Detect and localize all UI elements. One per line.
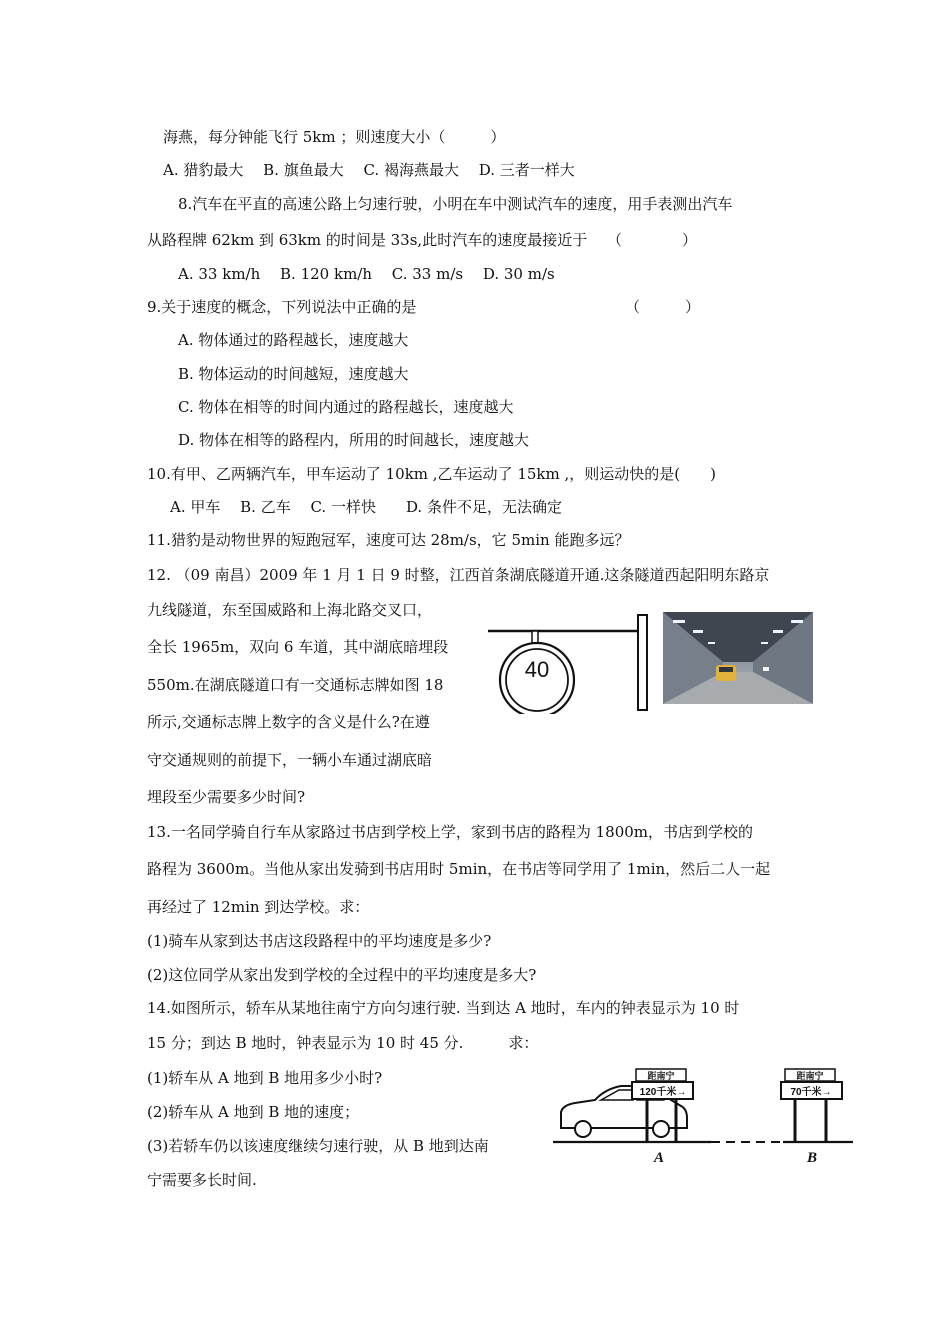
point-b-label: B xyxy=(806,1150,818,1166)
q13-line1: 13.一名同学骑自行车从家路过书店到学校上学，家到书店的路程为 1800m，书店到学校的 xyxy=(147,823,754,841)
q12-line5: 所示,交通标志牌上数字的含义是什么?在遵 xyxy=(147,713,430,731)
q9-option-b: B. 物体运动的时间越短，速度越大 xyxy=(178,365,409,383)
car-road-signs-figure xyxy=(553,1062,855,1170)
q7-options: A. 猎豹最大 B. 旗鱼最大 C. 褐海燕最大 D. 三者一样大 xyxy=(163,161,575,179)
q8-stem-line2: 从路程牌 62km 到 63km 的时间是 33s,此时汽车的速度最接近于 （ ） xyxy=(147,231,697,249)
sign-b-title: 距南宁 xyxy=(796,1071,824,1081)
q12-line4: 550m.在湖底隧道口有一交通标志牌如图 18 xyxy=(147,676,444,694)
q14-sub1: (1)轿车从 A 地到 B 地用多少小时? xyxy=(147,1069,383,1087)
q12-line2: 九线隧道，东至国威路和上海北路交叉口， xyxy=(147,601,433,619)
q13-line2: 路程为 3600m。当他从家出发骑到书店用时 5min，在书店等同学用了 1min，然后二人一起 xyxy=(147,860,771,878)
sign-hanger xyxy=(532,631,538,643)
q8-options: A. 33 km/h B. 120 km/h C. 33 m/s D. 30 m/s xyxy=(178,265,555,283)
q12-line1: 12. （09 南昌）2009 年 1 月 1 日 9 时整，江西首条湖底隧道开通.这条隧道西起阳明东路京 xyxy=(147,566,770,584)
q12-line3: 全长 1965m，双向 6 车道，其中湖底暗埋段 xyxy=(147,638,449,656)
q9-option-d: D. 物体在相等的路程内，所用的时间越长，速度越大 xyxy=(178,431,530,449)
q14-sub2: (2)轿车从 A 地到 B 地的速度； xyxy=(147,1103,360,1121)
q10-options: A. 甲车 B. 乙车 C. 一样快 D. 条件不足，无法确定 xyxy=(170,498,562,516)
q9-option-c: C. 物体在相等的时间内通过的路程越长，速度越大 xyxy=(178,398,514,416)
sign-post xyxy=(638,615,647,710)
speed-limit-sign-figure xyxy=(485,612,655,714)
sign-b-distance: 70千米→ xyxy=(790,1087,832,1098)
q14-line1: 14.如图所示，轿车从某地往南宁方向匀速行驶. 当到达 A 地时，车内的钟表显示为 10 时 xyxy=(147,999,740,1017)
point-a-label: A xyxy=(653,1150,665,1166)
sign-speed-number: 40 xyxy=(524,657,550,682)
sign-a-distance: 120千米→ xyxy=(639,1087,687,1098)
q8-stem-line1: 8.汽车在平直的高速公路上匀速行驶，小明在车中测试汽车的速度，用手表测出汽车 xyxy=(178,195,733,213)
q12-line7: 埋段至少需要多少时间? xyxy=(147,788,306,806)
q9-option-a: A. 物体通过的路程越长，速度越大 xyxy=(178,331,409,349)
q11-stem: 11.猎豹是动物世界的短跑冠军，速度可达 28m/s，它 5min 能跑多远？ xyxy=(147,531,630,549)
tunnel-photo xyxy=(663,612,813,704)
q9-answer-paren: （ ） xyxy=(625,298,701,316)
q13-sub1: (1)骑车从家到达书店这段路程中的平均速度是多少? xyxy=(147,932,492,950)
q9-stem: 9.关于速度的概念，下列说法中正确的是 xyxy=(147,298,417,316)
q14-sub3-line1: (3)若轿车仍以该速度继续匀速行驶，从 B 地到达南 xyxy=(147,1137,489,1155)
q13-line3: 再经过了 12min 到达学校。求： xyxy=(147,898,370,916)
q7-continuation: 海燕，每分钟能飞行 5km ；则速度大小（ ） xyxy=(163,128,506,146)
q13-sub2: (2)这位同学从家出发到学校的全过程中的平均速度是多大? xyxy=(147,966,537,984)
q12-line6: 守交通规则的前提下，一辆小车通过湖底暗 xyxy=(147,751,433,769)
q10-stem: 10.有甲、乙两辆汽车，甲车运动了 10km ,乙车运动了 15km ,，则运动快的是( ) xyxy=(147,465,716,483)
q14-line2: 15 分；到达 B 地时，钟表显示为 10 时 45 分. 求： xyxy=(147,1034,539,1052)
sign-a-title: 距南宁 xyxy=(647,1071,675,1081)
q14-sub3-line2: 宁需要多长时间. xyxy=(147,1171,257,1189)
